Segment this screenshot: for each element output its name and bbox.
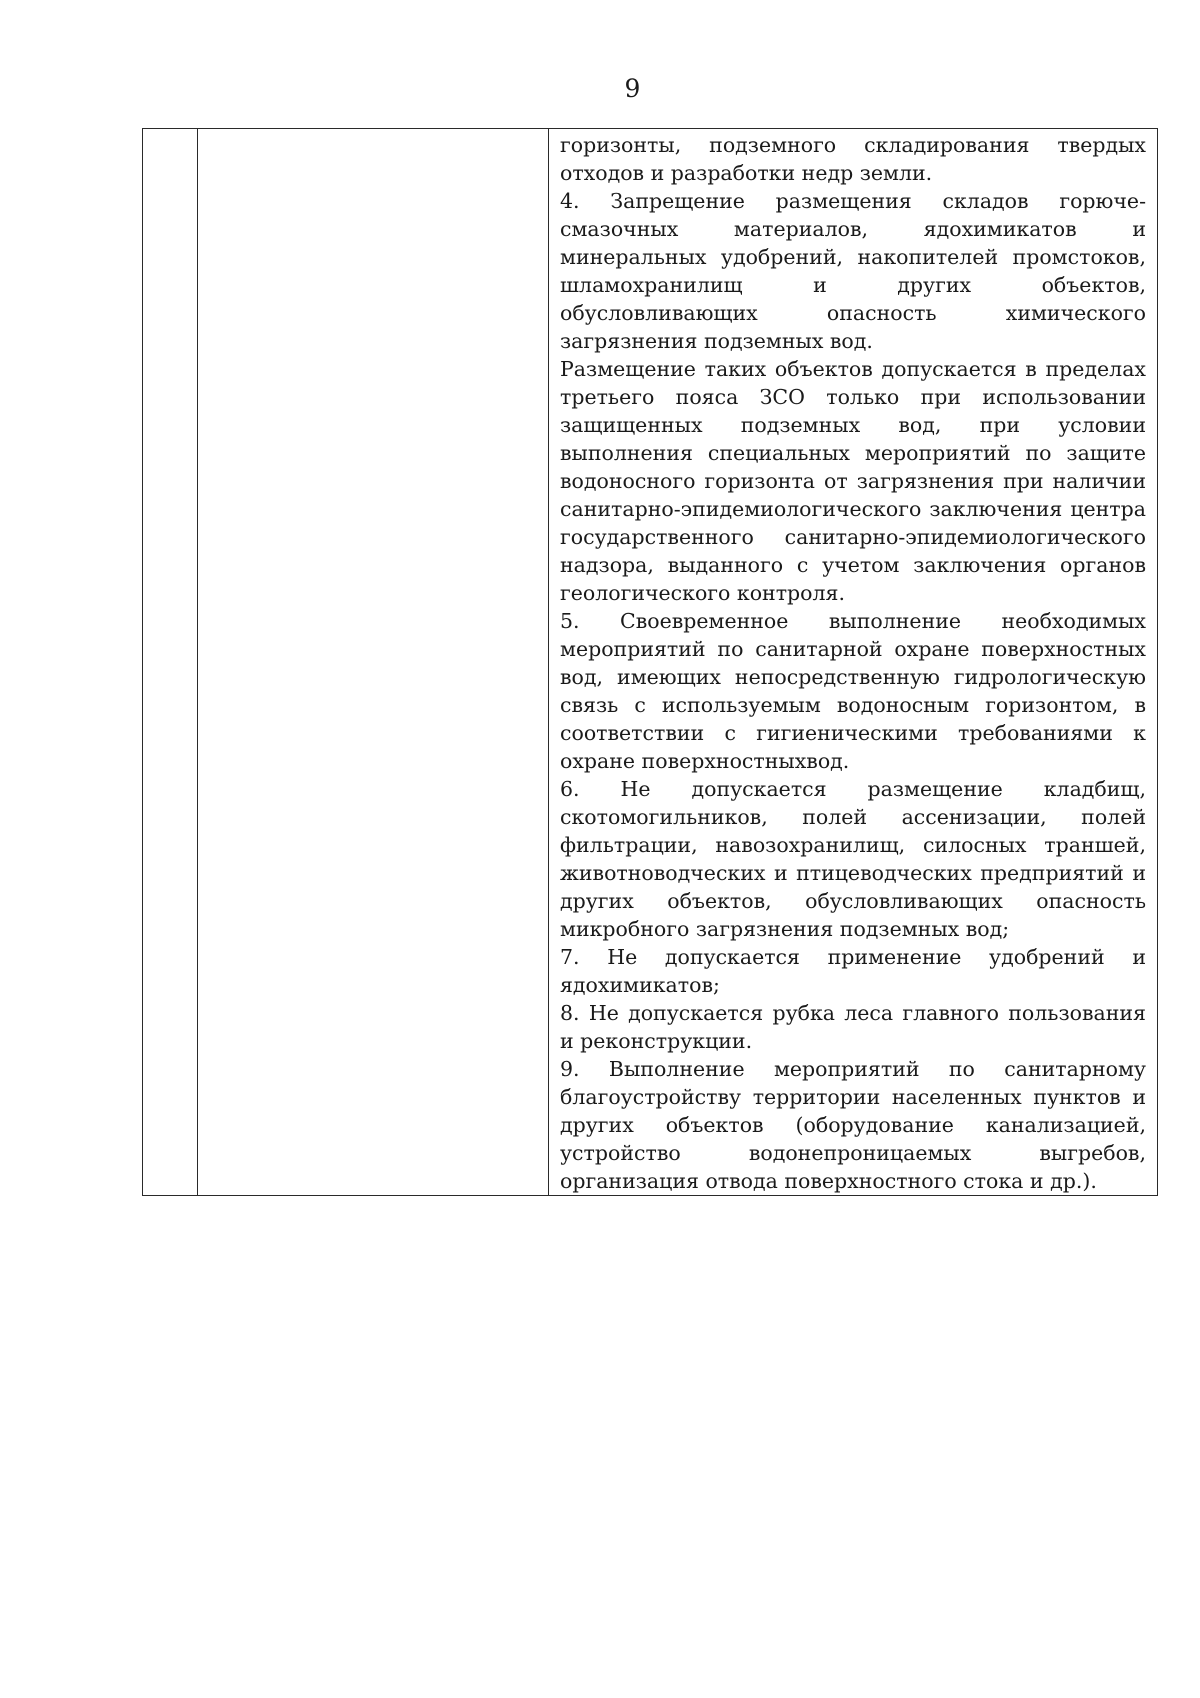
paragraph: Размещение таких объектов допускается в пределах третьего пояса ЗСО только при использовании защищенных подземных вод, при условии выполнения специальных мероприятий по защите водоносного горизонта от загрязнения при наличии санитарно-эпидемиологического заключения центра государственного санитарно-эпидемиологического надзора, выданного с учетом заключения органов геологического контроля.	[560, 357, 1146, 605]
table-row	[143, 129, 1158, 1196]
document-table	[142, 128, 1158, 1196]
page-number: 9	[624, 74, 641, 103]
paragraph: 7. Не допускается применение удобрений и ядохимикатов;	[560, 945, 1146, 997]
paragraph: 9. Выполнение мероприятий по санитарному благоустройству территории населенных пунктов и других объектов (оборудование канализацией, устройство водонепроницаемых выгребов, организация отвода поверхностного стока и др.).	[560, 1057, 1146, 1193]
paragraph: 8. Не допускается рубка леса главного пользования и реконструкции.	[560, 1001, 1146, 1053]
paragraph: 5. Своевременное выполнение необходимых мероприятий по санитарной охране поверхностных вод, имеющих непосредственную гидрологическую связь с используемым водоносным горизонтом, в соответствии с гигиеническими требованиями к охране поверхностныхвод.	[560, 609, 1146, 773]
table-cell-number	[143, 129, 198, 1196]
table-cell-requirements	[549, 129, 1158, 1196]
paragraph: 6. Не допускается размещение кладбищ, скотомогильников, полей ассенизации, полей фильтрации, навозохранилищ, силосных траншей, животноводческих и птицеводческих предприятий и других объектов, обусловливающих опасность микробного загрязнения подземных вод;	[560, 777, 1146, 941]
paragraph: горизонты, подземного складирования твердых отходов и разработки недр земли.	[560, 133, 1146, 185]
paragraph: 4. Запрещение размещения складов горюче-смазочных материалов, ядохимикатов и минеральных удобрений, накопителей промстоков, шламохранилищ и других объектов, обусловливающих опасность химического загрязнения подземных вод.	[560, 189, 1146, 353]
requirements-text	[549, 129, 1157, 1195]
table-cell-title	[198, 129, 549, 1196]
